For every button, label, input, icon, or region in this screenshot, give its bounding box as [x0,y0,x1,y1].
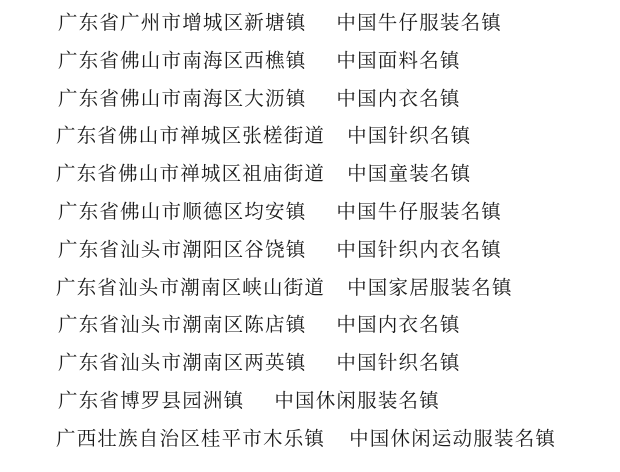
list-item [0,42,620,80]
town-list [0,4,620,458]
title-text: 中国牛仔服装名镇 [336,199,503,223]
title-text: 中国针织名镇 [347,124,472,148]
title-text: 中国家居服装名镇 [347,275,513,299]
location-text: 广东省佛山市南海区大沥镇 [58,86,307,110]
list-item [0,420,620,458]
list-item [0,269,620,307]
location-text: 广东省汕头市潮南区峡山街道 [56,275,326,299]
title-text: 中国针织名镇 [336,351,461,375]
location-text: 广东省汕头市潮阳区谷饶镇 [58,237,307,261]
title-text: 中国休闲运动服装名镇 [349,426,557,450]
location-text: 广东省佛山市顺德区均安镇 [58,199,307,223]
location-text: 广西壮族自治区桂平市木乐镇 [56,426,326,450]
location-text: 广东省汕头市潮南区两英镇 [58,351,307,375]
title-text: 中国内衣名镇 [336,86,461,110]
location-text: 广东省佛山市禅城区祖庙街道 [56,162,326,186]
list-item [0,155,620,193]
location-text: 广东省佛山市禅城区张槎街道 [56,124,326,148]
list-item [0,117,620,155]
title-text: 中国休闲服装名镇 [274,388,440,412]
location-text: 广东省广州市增城区新塘镇 [58,11,307,34]
list-item [0,306,620,344]
location-text: 广东省博罗县园洲镇 [58,388,245,412]
location-text: 广东省佛山市南海区西樵镇 [58,48,307,72]
list-item [0,382,620,420]
list-item [0,4,620,42]
title-text: 中国内衣名镇 [336,313,461,337]
title-text: 中国牛仔服装名镇 [336,11,503,34]
title-text: 中国针织内衣名镇 [336,237,503,261]
list-item [0,80,620,118]
title-text: 中国童装名镇 [347,162,472,186]
location-text: 广东省汕头市潮南区陈店镇 [58,313,307,337]
list-item [0,344,620,382]
list-item [0,231,620,269]
title-text: 中国面料名镇 [336,48,461,72]
list-item [0,193,620,231]
